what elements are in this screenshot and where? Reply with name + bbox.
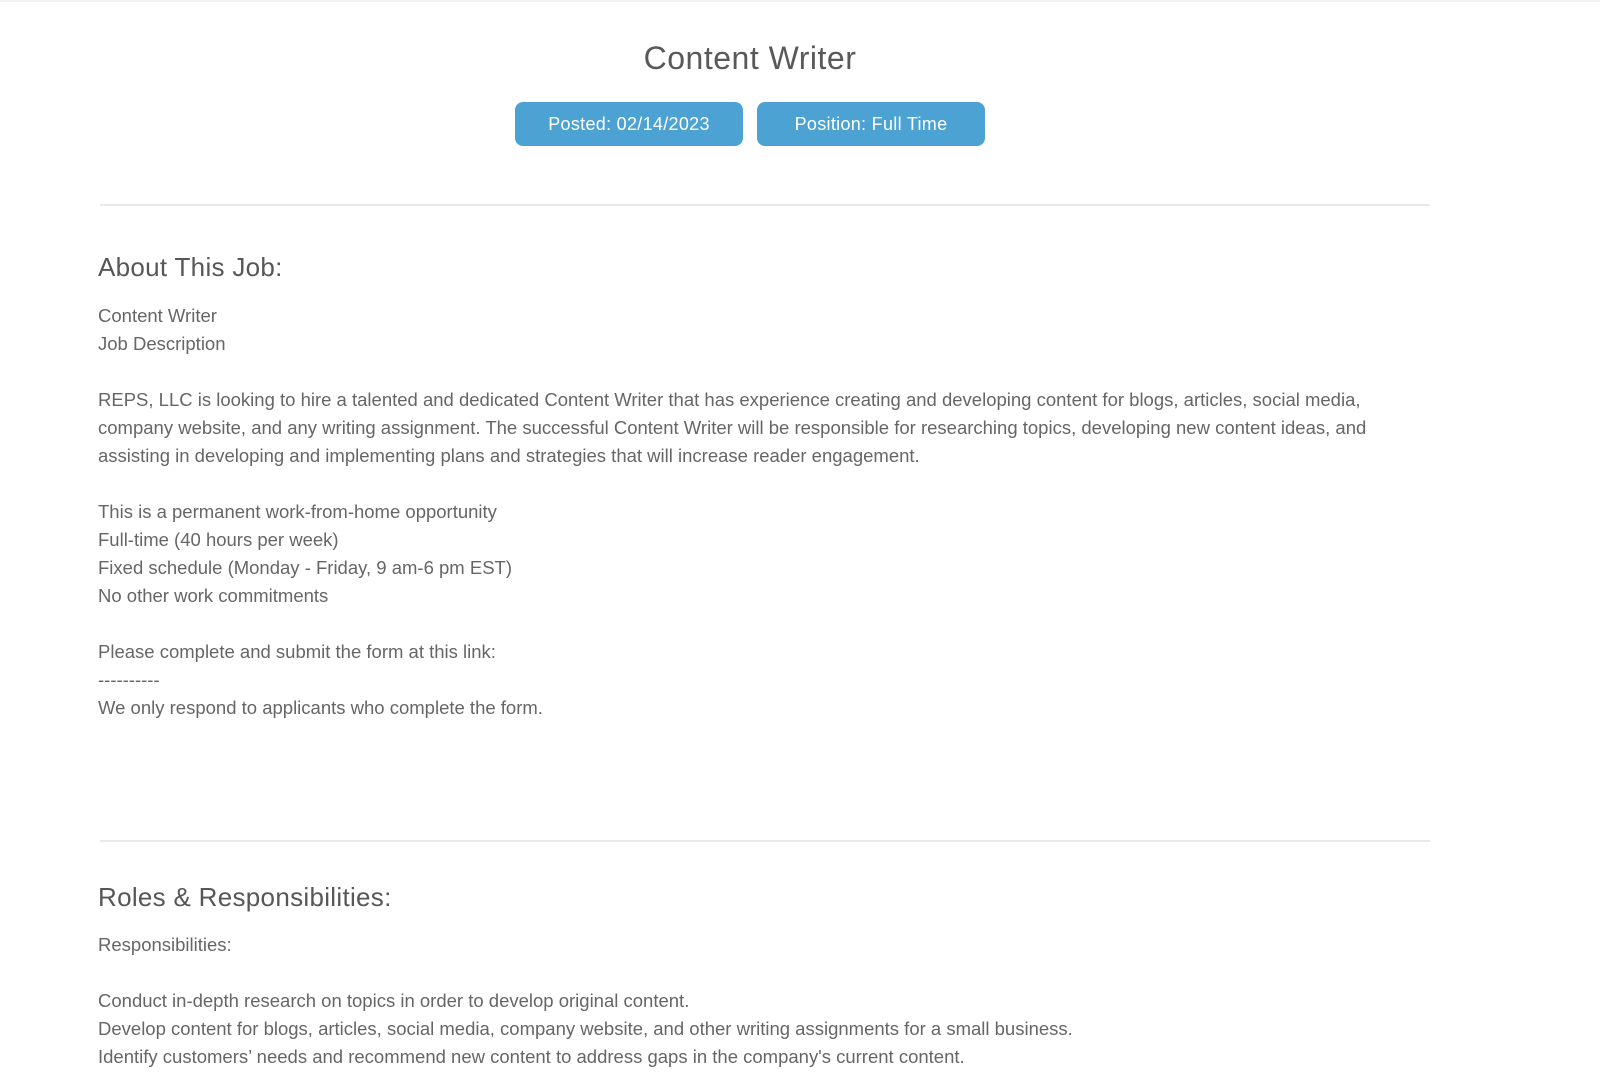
apply-line: We only respond to applicants who complete the form. xyxy=(98,697,543,718)
intro-line: Job Description xyxy=(98,333,226,354)
responsibility-item: Develop content for blogs, articles, social media, company website, and other writing assignments for a small business. xyxy=(98,1018,1073,1039)
responsibilities-list xyxy=(98,987,1396,1071)
terms-line: Full-time (40 hours per week) xyxy=(98,529,339,550)
apply-line: Please complete and submit the form at this link: xyxy=(98,641,496,662)
roles-heading: Roles & Responsibilities: xyxy=(98,882,392,912)
posted-date-badge: Posted: 02/14/2023 xyxy=(515,102,743,146)
about-heading: About This Job: xyxy=(98,252,283,282)
intro-line: Content Writer xyxy=(98,305,217,326)
job-intro xyxy=(98,302,1396,358)
job-header xyxy=(0,2,1500,146)
about-body xyxy=(98,302,1396,722)
job-description-paragraph: REPS, LLC is looking to hire a talented and dedicated Content Writer that has experience creating and developing content for blogs, articles, social media, company website, and any writing assignment. The successful Content Writer will be responsible for researching topics, developing new content ideas, and assisting in developing and implementing plans and strategies that will increase reader engagement. xyxy=(98,389,1367,466)
responsibility-item: Conduct in-depth research on topics in order to develop original content. xyxy=(98,990,690,1011)
responsibility-item: Identify customers’ needs and recommend new content to address gaps in the company's current content. xyxy=(98,1046,965,1067)
terms-line: No other work commitments xyxy=(98,585,329,606)
redacted-link-placeholder: ---------- xyxy=(98,669,160,690)
position-type-badge: Position: Full Time xyxy=(757,102,985,146)
employment-terms xyxy=(98,498,1396,610)
terms-line: This is a permanent work-from-home opportunity xyxy=(98,501,497,522)
page-title: Content Writer xyxy=(643,40,857,76)
roles-body xyxy=(98,931,1396,1071)
responsibilities-subheading: Responsibilities: xyxy=(98,934,232,955)
badge-row xyxy=(0,102,1500,146)
application-instructions xyxy=(98,638,1396,722)
roles-section xyxy=(98,842,1430,1071)
terms-line: Fixed schedule (Monday - Friday, 9 am-6 pm EST) xyxy=(98,557,512,578)
about-section xyxy=(98,206,1430,722)
